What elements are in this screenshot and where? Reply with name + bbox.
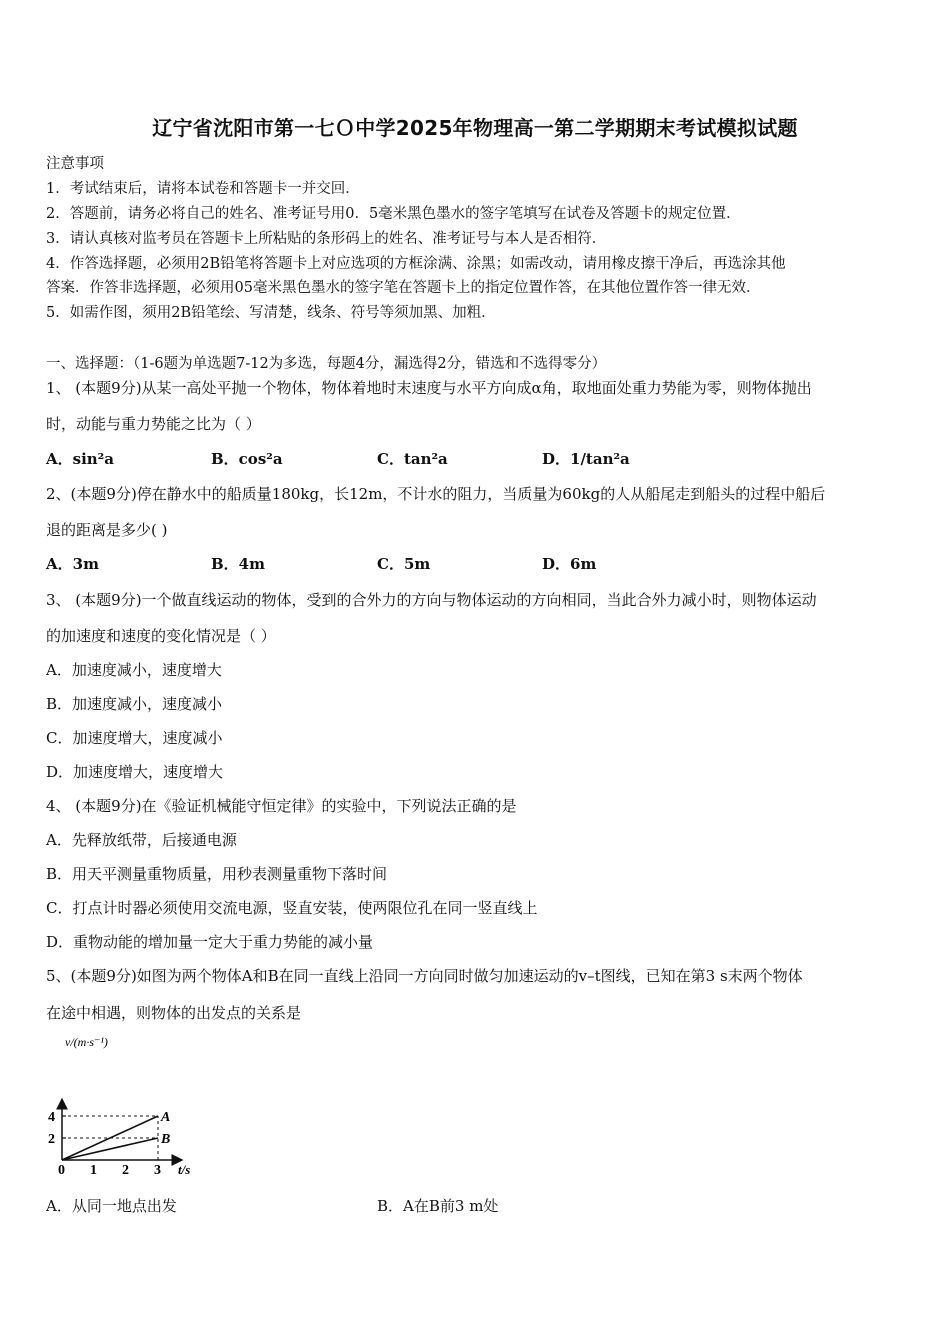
- notice-item: 4．作答选择题，必须用2B铅笔将答题卡上对应选项的方框涂满、涂黑；如需改动，请用橡皮擦干净后，再选涂其他: [46, 256, 786, 272]
- question-5-text: 在途中相遇，则物体的出发点的关系是: [46, 1004, 302, 1022]
- series-label-b: B: [161, 1132, 171, 1147]
- vt-graph: [40, 1030, 220, 1180]
- series-label-a: A: [161, 1110, 171, 1125]
- option-a: A．3m: [46, 555, 99, 573]
- question-2-text: 2、(本题9分)停在静水中的船质量180kg，长12m，不计水的阻力，当质量为60kg的人从船尾走到船头的过程中船后: [46, 485, 826, 503]
- option-d: D．重物动能的增加量一定大于重力势能的减小量: [46, 933, 374, 951]
- x-tick-label: 0: [58, 1163, 65, 1178]
- option-d: D．1/tan²a: [542, 450, 630, 468]
- question-3-text: 3、 (本题9分)一个做直线运动的物体，受到的合外力的方向与物体运动的方向相同，当此合外力减小时，则物体运动: [46, 591, 817, 609]
- option-b: B．cos²a: [211, 450, 283, 468]
- option-a: A．加速度减小，速度增大: [46, 661, 222, 679]
- question-3-text: 的加速度和速度的变化情况是（ ）: [46, 627, 276, 645]
- option-b: B．用天平测量重物质量，用秒表测量重物下落时间: [46, 865, 388, 883]
- x-tick-label: 2: [122, 1163, 129, 1178]
- question-1-text: 1、 (本题9分)从某一高处平抛一个物体，物体着地时末速度与水平方向成α角，取地面处重力势能为零，则物体抛出: [46, 379, 812, 397]
- option-b: B．4m: [211, 555, 265, 573]
- option-c: C．tan²a: [377, 450, 448, 468]
- notice-item: 答案．作答非选择题，必须用05毫米黑色墨水的签字笔在答题卡上的指定位置作答，在其他位置作答一律无效．: [46, 280, 761, 296]
- option-d: D．6m: [542, 555, 597, 573]
- question-1-text: 时，动能与重力势能之比为（ ）: [46, 415, 261, 433]
- y-tick-label: 4: [48, 1110, 55, 1125]
- page-title: 辽宁省沈阳市第一七Ｏ中学2025年物理高一第二学期期末考试模拟试题: [152, 116, 798, 140]
- option-c: C．加速度增大，速度减小: [46, 729, 223, 747]
- notice-item: 3．请认真核对监考员在答题卡上所粘贴的条形码上的姓名、准考证号与本人是否相符．: [46, 231, 607, 247]
- notice-item: 1．考试结束后，请将本试卷和答题卡一并交回．: [46, 181, 360, 197]
- x-tick-label: 3: [154, 1163, 161, 1178]
- question-5-text: 5、(本题9分)如图为两个物体A和B在同一直线上沿同一方向同时做匀加速运动的v–t图线，已知在第3 s末两个物体: [46, 967, 803, 985]
- option-c: C．5m: [377, 555, 431, 573]
- y-axis-label: v/(m·s⁻¹): [65, 1035, 108, 1049]
- series-line-b: [62, 1138, 158, 1160]
- notice-item: 2．答题前，请务必将自己的姓名、准考证号用0．5毫米黑色墨水的签字笔填写在试卷及答题卡的规定位置．: [46, 206, 741, 222]
- option-b: B．A在B前3 m处: [377, 1197, 499, 1215]
- y-tick-label: 2: [48, 1132, 55, 1147]
- option-a: A．sin²a: [46, 450, 114, 468]
- question-2-text: 退的距离是多少( ): [46, 521, 168, 539]
- x-tick-label: 1: [90, 1163, 97, 1178]
- option-d: D．加速度增大，速度增大: [46, 763, 224, 781]
- option-b: B．加速度减小，速度减小: [46, 695, 223, 713]
- option-a: A．先释放纸带，后接通电源: [46, 831, 237, 849]
- notice-heading: 注意事项: [46, 156, 104, 172]
- section-heading: 一、选择题：（1-6题为单选题7-12为多选，每题4分，漏选得2分，错选和不选得零分）: [46, 356, 607, 372]
- question-4-text: 4、 (本题9分)在《验证机械能守恒定律》的实验中，下列说法正确的是: [46, 797, 517, 815]
- notice-item: 5．如需作图，须用2B铅笔绘、写清楚，线条、符号等须加黑、加粗．: [46, 305, 496, 321]
- option-a: A．从同一地点出发: [46, 1197, 177, 1215]
- option-c: C．打点计时器必须使用交流电源，竖直安装，使两限位孔在同一竖直线上: [46, 899, 538, 917]
- x-axis-label: t/s: [178, 1162, 191, 1177]
